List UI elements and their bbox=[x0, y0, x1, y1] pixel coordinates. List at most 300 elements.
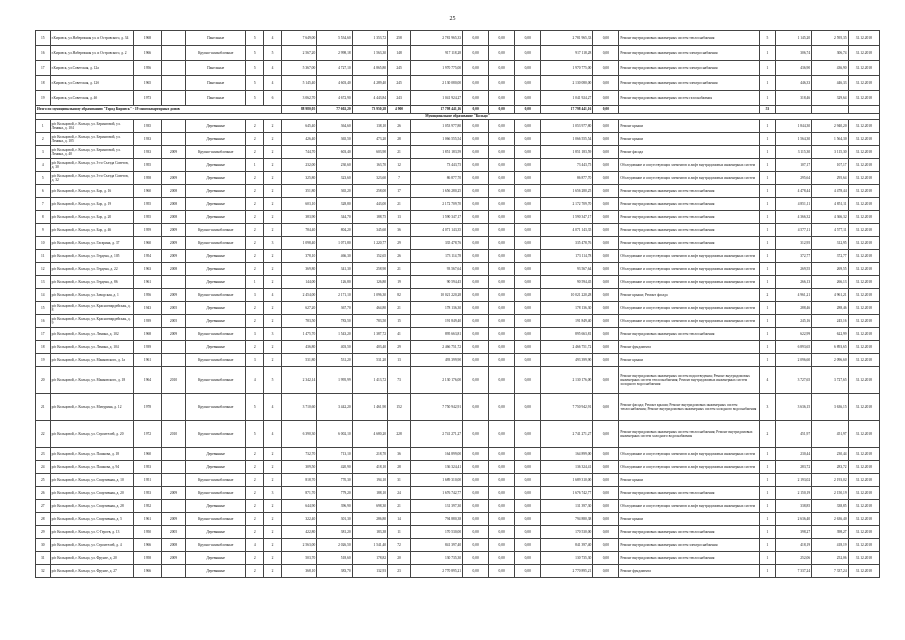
unit-cost-cell: 418,19 bbox=[775, 539, 811, 552]
living-area-cell: 1 543,20 bbox=[317, 328, 352, 341]
works-count-cell: 1 bbox=[760, 302, 776, 315]
fund-local-cell: 0,00 bbox=[515, 146, 541, 159]
row-number-cell: 18 bbox=[36, 341, 51, 354]
address-cell: г.Кировск, ул.Набережная ул. и Островского, д. 2 bbox=[50, 46, 133, 61]
entrances-cell: 2 bbox=[264, 133, 282, 146]
max-unit-cost-cell: 338,85 bbox=[812, 500, 848, 513]
housing-repair-table bbox=[35, 30, 880, 578]
living-area-cell: 4 727,10 bbox=[317, 61, 352, 76]
works-count-cell: 1 bbox=[760, 185, 776, 198]
max-unit-cost-cell: 4 577,11 bbox=[812, 224, 848, 237]
fund-federal-cell: 0,00 bbox=[463, 91, 489, 106]
fund-federal-cell: 0,00 bbox=[463, 120, 489, 133]
completion-date-cell: 31.12.2018 bbox=[848, 461, 879, 474]
fund-regional-cell: 0,00 bbox=[489, 46, 515, 61]
floors-cell: 2 bbox=[246, 198, 264, 211]
owned-area-cell: 178,82 bbox=[352, 552, 387, 565]
work-type-cell: Ремонт внутридомовых инженерных систем теплоснабжения bbox=[619, 198, 760, 211]
owned-area-cell: 783,50 bbox=[352, 315, 387, 328]
fund-local-cell: 0,00 bbox=[515, 185, 541, 198]
build-year-cell: 1955 bbox=[133, 211, 161, 224]
floors-cell: 2 bbox=[246, 526, 264, 539]
works-count-cell: 1 bbox=[760, 46, 776, 61]
floors-cell: 2 bbox=[246, 513, 264, 526]
fund-other-cell: 0,00 bbox=[593, 367, 619, 394]
fund-federal-cell: 0,00 bbox=[463, 224, 489, 237]
max-unit-cost-cell: 2 096,60 bbox=[812, 354, 848, 367]
work-type-cell: Ремонт внутридомовых инженерных систем электроснабжения bbox=[619, 46, 760, 61]
max-unit-cost-cell: 1 564,30 bbox=[812, 133, 848, 146]
table-row bbox=[36, 91, 880, 106]
wall-material-cell: Крупно-шлакоблочные bbox=[186, 513, 246, 526]
total-area-cell: 784,40 bbox=[281, 224, 316, 237]
table-row bbox=[36, 328, 880, 341]
works-count-cell: 2 bbox=[760, 421, 776, 448]
address-cell: р/п Кольцовой, г. Кольцо, ул. Гердена, д. 86 bbox=[50, 276, 133, 289]
fund-federal-cell: 0,00 bbox=[463, 185, 489, 198]
fund-regional-cell: 0,00 bbox=[489, 552, 515, 565]
row-number-cell: 18 bbox=[36, 76, 51, 91]
owned-area-cell: 403,40 bbox=[352, 341, 387, 354]
completion-date-cell: 31.12.2018 bbox=[848, 263, 879, 276]
work-type-cell: Ремонт крыши bbox=[619, 474, 760, 487]
fund-owners-cell: 917 118,28 bbox=[541, 46, 593, 61]
repair-cost-cell: 17 798 441,16 bbox=[411, 106, 463, 114]
address-cell: р/п Кольцовой, г. Кольцо, ул. Беринговой, ул. Ленина, д. 105 bbox=[50, 133, 133, 146]
floors-cell: 2 bbox=[246, 120, 264, 133]
total-area-cell: 1 475,70 bbox=[281, 328, 316, 341]
total-area-cell: 5 367,00 bbox=[281, 61, 316, 76]
table-row bbox=[36, 539, 880, 552]
wall-material-cell: Крупно-шлакоблочные bbox=[186, 237, 246, 250]
table-row bbox=[36, 133, 880, 146]
total-area-cell: 531,80 bbox=[281, 354, 316, 367]
work-type-cell: Ремонт внутридомовых инженерных систем теплоснабжения bbox=[619, 31, 760, 46]
living-area-cell: 126,80 bbox=[317, 276, 352, 289]
address-cell: р/п Кольцовой, г. Кольцо, ул. Строителей, д. 20 bbox=[50, 421, 133, 448]
fund-other-cell: 0,00 bbox=[593, 106, 619, 114]
completion-date-cell: 31.12.2018 bbox=[848, 448, 879, 461]
row-number-cell: 19 bbox=[36, 91, 51, 106]
work-type-cell: Обследование и сопутствующих элементов и лифт внутридомовых инженерных систем bbox=[619, 276, 760, 289]
wall-material-cell: Крупно-шлакоблочные bbox=[186, 46, 246, 61]
completion-date-cell: 31.12.2018 bbox=[848, 198, 879, 211]
build-year-cell: 1950 bbox=[133, 526, 161, 539]
repair-cost-cell: 10 021 220,28 bbox=[411, 289, 463, 302]
completion-date-cell: 31.12.2018 bbox=[848, 76, 879, 91]
total-area-cell: 7 649,00 bbox=[281, 31, 316, 46]
completion-date-cell: 31.12.2018 bbox=[848, 367, 879, 394]
works-count-cell: 4 bbox=[760, 367, 776, 394]
max-unit-cost-cell: 3 636,15 bbox=[812, 394, 848, 421]
fund-local-cell: 0,00 bbox=[515, 289, 541, 302]
owned-area-cell: 218,70 bbox=[352, 448, 387, 461]
fund-local-cell: 0,00 bbox=[515, 91, 541, 106]
fund-regional-cell: 0,00 bbox=[489, 224, 515, 237]
repair-cost-cell: 2 130 080,00 bbox=[411, 76, 463, 91]
fund-regional-cell: 0,00 bbox=[489, 421, 515, 448]
fund-local-cell: 0,00 bbox=[515, 76, 541, 91]
fund-federal-cell: 0,00 bbox=[463, 526, 489, 539]
table-row bbox=[36, 263, 880, 276]
address-cell: р/п Кольцовой, г. Кольцо, ул. Мичурина, д. 12 bbox=[50, 394, 133, 421]
completion-date-cell: 31.12.2018 bbox=[848, 552, 879, 565]
repair-cost-cell: 191 849,40 bbox=[411, 315, 463, 328]
table-row bbox=[36, 513, 880, 526]
table-row bbox=[36, 224, 880, 237]
fund-local-cell: 0,00 bbox=[515, 211, 541, 224]
entrances-cell: 5 bbox=[264, 46, 282, 61]
floors-cell: 2 bbox=[246, 146, 264, 159]
max-unit-cost-cell: 7 337,24 bbox=[812, 565, 848, 578]
owned-area-cell: 345,60 bbox=[352, 224, 387, 237]
floors-cell: 2 bbox=[246, 341, 264, 354]
table-row bbox=[36, 421, 880, 448]
fund-other-cell: 0,00 bbox=[593, 487, 619, 500]
repair-year-cell: 2009 bbox=[162, 250, 186, 263]
address-cell: р/п Кольцовой, г. Кольцо, ул. Заводская, д. 1 bbox=[50, 289, 133, 302]
address-cell: р/п Кольцовой, г. Кольцо, ул. Беринговой, ул. Ленина, д. 40 bbox=[50, 146, 133, 159]
fund-federal-cell: 0,00 bbox=[463, 552, 489, 565]
repair-year-cell: 2005 bbox=[162, 302, 186, 315]
work-type-cell: Ремонт крыши bbox=[619, 133, 760, 146]
row-number-cell: 15 bbox=[36, 31, 51, 46]
floors-cell: 3 bbox=[246, 354, 264, 367]
residents-cell: 26 bbox=[388, 120, 411, 133]
build-year-cell: 1963 bbox=[133, 263, 161, 276]
repair-year-cell: 2009 bbox=[162, 224, 186, 237]
fund-owners-cell: 2 741 271,27 bbox=[541, 421, 593, 448]
fund-other-cell: 0,00 bbox=[593, 224, 619, 237]
fund-local-cell: 0,00 bbox=[515, 120, 541, 133]
fund-local-cell: 0,00 bbox=[515, 565, 541, 578]
floors-cell: 2 bbox=[246, 302, 264, 315]
build-year-cell: 1961 bbox=[133, 513, 161, 526]
max-unit-cost-cell: 329,64 bbox=[812, 91, 848, 106]
work-type-cell: Ремонт фундамента bbox=[619, 341, 760, 354]
unit-cost-cell: 436,90 bbox=[775, 61, 811, 76]
repair-cost-cell: 493 399,90 bbox=[411, 354, 463, 367]
owned-area-cell: 73 950,28 bbox=[352, 106, 387, 114]
wall-material-cell: Деревянные bbox=[186, 263, 246, 276]
fund-regional-cell: 0,00 bbox=[489, 263, 515, 276]
fund-owners-cell: 2 466 751,72 bbox=[541, 341, 593, 354]
row-number-cell: 7 bbox=[36, 198, 51, 211]
fund-federal-cell: 0,00 bbox=[463, 354, 489, 367]
fund-regional-cell: 0,00 bbox=[489, 289, 515, 302]
living-area-cell: 2 026,50 bbox=[317, 539, 352, 552]
completion-date-cell: 31.12.2018 bbox=[848, 289, 879, 302]
completion-date-cell: 31.12.2018 bbox=[848, 211, 879, 224]
build-year-cell: 1953 bbox=[133, 487, 161, 500]
wall-material-cell: Деревянные bbox=[186, 159, 246, 172]
fund-local-cell: 0,00 bbox=[515, 237, 541, 250]
work-type-cell: Ремонт внутридомовых инженерных систем теплоснабжения bbox=[619, 552, 760, 565]
total-area-cell: 783,50 bbox=[281, 315, 316, 328]
address-cell: р/п Кольцовой, г. Кольцо, ул. Бор, д. 46 bbox=[50, 224, 133, 237]
living-area-cell: 783,50 bbox=[317, 315, 352, 328]
residents-cell: 17 bbox=[388, 185, 411, 198]
completion-date-cell: 31.12.2018 bbox=[848, 315, 879, 328]
unit-cost-cell: 4 577,11 bbox=[775, 224, 811, 237]
living-area-cell: 403,50 bbox=[317, 341, 352, 354]
residents-cell: 24 bbox=[388, 487, 411, 500]
completion-date-cell: 31.12.2018 bbox=[848, 172, 879, 185]
address-cell: р/п Кольцовой, г. Кольцо, ул. Беринговой, ул. Ленина, д. 104 bbox=[50, 120, 133, 133]
row-number-cell: 16 bbox=[36, 46, 51, 61]
works-count-cell: 53 bbox=[760, 106, 776, 114]
fund-other-cell: 0,00 bbox=[593, 61, 619, 76]
row-number-cell: 32 bbox=[36, 565, 51, 578]
total-area-cell: 3 710,60 bbox=[281, 394, 316, 421]
living-area-cell: 5 534,60 bbox=[317, 31, 352, 46]
owned-area-cell: 4 289,40 bbox=[352, 76, 387, 91]
max-unit-cost-cell: 245,16 bbox=[812, 315, 848, 328]
entrances-cell: 4 bbox=[264, 394, 282, 421]
entrances-cell: 6 bbox=[264, 91, 282, 106]
repair-year-cell: 2010 bbox=[162, 367, 186, 394]
living-area-cell: 230,60 bbox=[317, 159, 352, 172]
residents-cell: 26 bbox=[388, 250, 411, 263]
total-area-cell: 351,80 bbox=[281, 185, 316, 198]
fund-regional-cell: 0,00 bbox=[489, 500, 515, 513]
residents-cell: 21 bbox=[388, 198, 411, 211]
row-number-cell: 23 bbox=[36, 448, 51, 461]
living-area-cell: 1 995,99 bbox=[317, 367, 352, 394]
repair-year-cell: 2009 bbox=[162, 513, 186, 526]
entrances-cell: 2 bbox=[264, 211, 282, 224]
repair-year-cell bbox=[162, 276, 186, 289]
wall-material-cell: Панельные bbox=[186, 61, 246, 76]
repair-cost-cell: 2 781 965,33 bbox=[411, 31, 463, 46]
wall-material-cell: Деревянные bbox=[186, 185, 246, 198]
row-number-cell: 16 bbox=[36, 315, 51, 328]
owned-area-cell: 194,10 bbox=[352, 474, 387, 487]
residents-cell: 258 bbox=[388, 31, 411, 46]
build-year-cell: 1956 bbox=[133, 61, 161, 76]
works-count-cell: 1 bbox=[760, 172, 776, 185]
entrances-cell: 2 bbox=[264, 224, 282, 237]
fund-other-cell: 0,00 bbox=[593, 315, 619, 328]
owned-area-cell: 188,75 bbox=[352, 211, 387, 224]
fund-other-cell: 0,00 bbox=[593, 328, 619, 341]
fund-federal-cell: 0,00 bbox=[463, 31, 489, 46]
row-number-cell: 26 bbox=[36, 487, 51, 500]
entrances-cell: 5 bbox=[264, 367, 282, 394]
works-count-cell: 1 bbox=[760, 198, 776, 211]
total-area-cell: 322,40 bbox=[281, 513, 316, 526]
total-area-cell: 603,10 bbox=[281, 198, 316, 211]
repair-cost-cell: 1 041 924,27 bbox=[411, 91, 463, 106]
repair-cost-cell: 1 053 977,80 bbox=[411, 120, 463, 133]
repair-year-cell bbox=[162, 76, 186, 91]
works-count-cell: 1 bbox=[760, 474, 776, 487]
residents-cell: 21 bbox=[388, 263, 411, 276]
max-unit-cost-cell: 2 150,19 bbox=[812, 487, 848, 500]
unit-cost-cell: 4 478,44 bbox=[775, 185, 811, 198]
wall-material-cell: Панельные bbox=[186, 76, 246, 91]
owned-area-cell: 464,80 bbox=[352, 302, 387, 315]
living-area-cell: 603,40 bbox=[317, 146, 352, 159]
address-cell: р/п Кольцовой, г. Кольцо, ул. Фрунзе, д. 27 bbox=[50, 565, 133, 578]
build-year-cell: 1966 bbox=[133, 539, 161, 552]
row-number-cell: 17 bbox=[36, 328, 51, 341]
floors-cell: 2 bbox=[246, 500, 264, 513]
fund-federal-cell: 0,00 bbox=[463, 500, 489, 513]
works-count-cell: 1 bbox=[760, 224, 776, 237]
fund-federal-cell: 0,00 bbox=[463, 328, 489, 341]
entrances-cell: 3 bbox=[264, 237, 282, 250]
completion-date-cell: 31.12.2018 bbox=[848, 513, 879, 526]
fund-local-cell: 0,00 bbox=[515, 461, 541, 474]
address-cell: р/п Кольцовой, г. Кольцо, ул. Бор, д. 20 bbox=[50, 211, 133, 224]
entrances-cell: 2 bbox=[264, 539, 282, 552]
work-type-cell: Обследование и сопутствующих элементов и лифт внутридомовых инженерных систем bbox=[619, 263, 760, 276]
owned-area-cell: 4 680,20 bbox=[352, 421, 387, 448]
fund-local-cell: 0,00 bbox=[515, 133, 541, 146]
fund-other-cell: 0,00 bbox=[593, 31, 619, 46]
living-area-cell: 713,10 bbox=[317, 448, 352, 461]
total-area-cell: 144,00 bbox=[281, 276, 316, 289]
address-cell: р/п Кольцовой, г. Кольцо, ул. Спортивная, д. 28 bbox=[50, 500, 133, 513]
wall-material-cell: Деревянные bbox=[186, 526, 246, 539]
table-row bbox=[36, 172, 880, 185]
works-count-cell: 1 bbox=[760, 211, 776, 224]
work-type-cell: Ремонт внутридомовых инженерных систем водоотведения; Ремонт внутридомовых инженерных систем теплоснабжения; Ремонт внутридомовых инженерных систем холодного водоснабжения bbox=[619, 367, 760, 394]
build-year-cell: 1960 bbox=[133, 448, 161, 461]
wall-material-cell: Крупно-шлакоблочные bbox=[186, 394, 246, 421]
total-area-cell: 383,90 bbox=[281, 211, 316, 224]
table-row bbox=[36, 367, 880, 394]
repair-year-cell: 2008 bbox=[162, 198, 186, 211]
fund-federal-cell: 0,00 bbox=[463, 341, 489, 354]
completion-date-cell: 31.12.2018 bbox=[848, 328, 879, 341]
row-number-cell: 24 bbox=[36, 461, 51, 474]
completion-date-cell: 31.12.2018 bbox=[848, 474, 879, 487]
fund-local-cell: 0,00 bbox=[515, 487, 541, 500]
repair-cost-cell: 170 530,00 bbox=[411, 526, 463, 539]
fund-federal-cell: 0,00 bbox=[463, 315, 489, 328]
works-count-cell: 1 bbox=[760, 354, 776, 367]
fund-other-cell: 0,00 bbox=[593, 133, 619, 146]
fund-local-cell: 0,00 bbox=[515, 526, 541, 539]
unit-cost-cell: 2 150,19 bbox=[775, 487, 811, 500]
entrances-cell: 2 bbox=[264, 513, 282, 526]
living-area-cell: 6 002,10 bbox=[317, 421, 352, 448]
address-cell: р/п Кольцовой, г. Кольцо, ул. 3-го Съезда Советов, д. 32 bbox=[50, 172, 133, 185]
residents-cell: 14 bbox=[388, 513, 411, 526]
owned-area-cell: 258,00 bbox=[352, 185, 387, 198]
fund-local-cell: 0,00 bbox=[515, 328, 541, 341]
table-row bbox=[36, 211, 880, 224]
wall-material-cell: Панельные bbox=[186, 31, 246, 46]
build-year-cell: 1955 bbox=[133, 159, 161, 172]
work-type-cell: Ремонт фасада; Ремонт крыши; Ремонт внутридомовых инженерных систем теплоснабжения; Ремонт внутридомовых инженерных систем холодного водоснабжения bbox=[619, 394, 760, 421]
owned-area-cell: 286,80 bbox=[352, 513, 387, 526]
fund-owners-cell: 1 053 977,80 bbox=[541, 120, 593, 133]
entrances-cell: 2 bbox=[264, 185, 282, 198]
repair-cost-cell: 164 899,00 bbox=[411, 448, 463, 461]
row-number-cell: 25 bbox=[36, 474, 51, 487]
fund-owners-cell: 1 851 183,59 bbox=[541, 146, 593, 159]
wall-material-cell: Крупно-шлакоблочные bbox=[186, 328, 246, 341]
fund-owners-cell: 1 676 742,77 bbox=[541, 487, 593, 500]
fund-owners-cell: 73 443,75 bbox=[541, 159, 593, 172]
unit-cost-cell: 398,27 bbox=[775, 526, 811, 539]
repair-cost-cell: 173 114,78 bbox=[411, 250, 463, 263]
fund-federal-cell: 0,00 bbox=[463, 250, 489, 263]
fund-other-cell: 0,00 bbox=[593, 276, 619, 289]
works-count-cell: 1 bbox=[760, 263, 776, 276]
table-row bbox=[36, 354, 880, 367]
unit-cost-cell: 107,17 bbox=[775, 159, 811, 172]
fund-owners-cell: 164 899,00 bbox=[541, 448, 593, 461]
total-area-cell: 309,50 bbox=[281, 461, 316, 474]
works-count-cell: 1 bbox=[760, 237, 776, 250]
build-year-cell: 1966 bbox=[133, 46, 161, 61]
address-cell: р/п Кольцовой, г. Кольцо, ул. Гердена, д. 105 bbox=[50, 250, 133, 263]
address-cell: р/п Кольцовой, г. Кольцо, ул. Спортивная, д. 20 bbox=[50, 487, 133, 500]
wall-material-cell: Деревянные bbox=[186, 198, 246, 211]
fund-other-cell: 0,00 bbox=[593, 302, 619, 315]
row-number-cell: 4 bbox=[36, 159, 51, 172]
total-area-cell: 2 563,00 bbox=[281, 539, 316, 552]
work-type-cell: Ремонт внутридомовых инженерных систем теплоснабжения bbox=[619, 328, 760, 341]
work-type-cell: Ремонт крыши bbox=[619, 120, 760, 133]
total-label-cell: Итого по муниципальному образованию "Город Кировск" - 19 многоквартирных домов bbox=[36, 106, 282, 114]
table-row bbox=[36, 315, 880, 328]
floors-cell: 5 bbox=[246, 46, 264, 61]
fund-federal-cell: 0,00 bbox=[463, 394, 489, 421]
unit-cost-cell: 338,85 bbox=[775, 500, 811, 513]
residents-cell: 19 bbox=[388, 276, 411, 289]
living-area-cell: 3 442,20 bbox=[317, 394, 352, 421]
fund-owners-cell: 10 021 220,28 bbox=[541, 289, 593, 302]
fund-owners-cell: 131 397,30 bbox=[541, 500, 593, 513]
wall-material-cell: Деревянные bbox=[186, 302, 246, 315]
max-unit-cost-cell: 436,90 bbox=[812, 61, 848, 76]
repair-cost-cell: 1 970 775,00 bbox=[411, 61, 463, 76]
build-year-cell: 1958 bbox=[133, 552, 161, 565]
residents-cell: 13 bbox=[388, 354, 411, 367]
living-area-cell: 344,70 bbox=[317, 211, 352, 224]
max-unit-cost-cell: 4 851,11 bbox=[812, 198, 848, 211]
fund-local-cell: 0,00 bbox=[515, 354, 541, 367]
max-unit-cost-cell: 2 595,35 bbox=[812, 31, 848, 46]
living-area-cell: 2 171,10 bbox=[317, 289, 352, 302]
table-row bbox=[36, 474, 880, 487]
build-year-cell: 1972 bbox=[133, 421, 161, 448]
repair-cost-cell: 794 880,38 bbox=[411, 513, 463, 526]
fund-federal-cell: 0,00 bbox=[463, 461, 489, 474]
fund-regional-cell: 0,00 bbox=[489, 487, 515, 500]
fund-federal-cell: 0,00 bbox=[463, 211, 489, 224]
fund-local-cell: 0,00 bbox=[515, 315, 541, 328]
unit-cost-cell: 288,46 bbox=[775, 302, 811, 315]
fund-other-cell: 0,00 bbox=[593, 198, 619, 211]
fund-local-cell: 0,00 bbox=[515, 198, 541, 211]
works-count-cell: 1 bbox=[760, 61, 776, 76]
build-year-cell: 1968 bbox=[133, 328, 161, 341]
table-body bbox=[36, 31, 880, 578]
residents-cell: 36 bbox=[388, 224, 411, 237]
works-count-cell: 1 bbox=[760, 328, 776, 341]
repair-cost-cell: 90 594,45 bbox=[411, 276, 463, 289]
floors-cell: 2 bbox=[246, 474, 264, 487]
fund-regional-cell: 0,00 bbox=[489, 394, 515, 421]
works-count-cell: 1 bbox=[760, 120, 776, 133]
table-row bbox=[36, 487, 880, 500]
